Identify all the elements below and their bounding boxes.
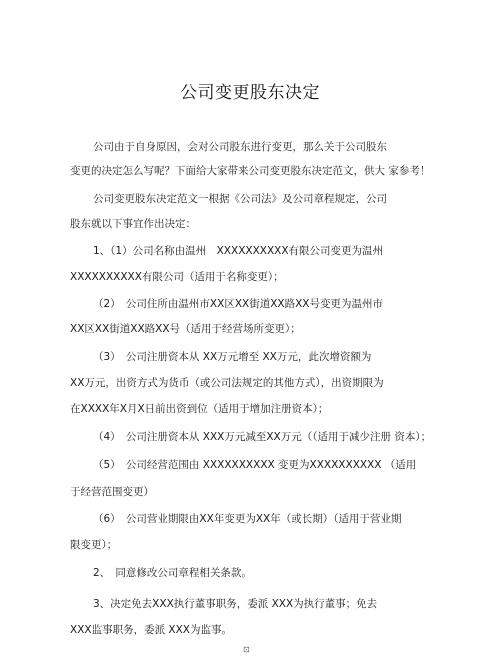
paragraph-line: （6） 公司营业期限由XX年变更为XX年（或长期）（适用于营业期: [93, 513, 402, 525]
paragraph-line: 1、（1）公司名称由温州 XXXXXXXXXX有限公司变更为温州: [93, 245, 384, 257]
paragraph-line: 2、 同意修改公司章程相关条款。: [93, 567, 252, 579]
paragraph-line: （4） 公司注册资本从 XXX万元减至XX万元（（适用于减少注册 资本）；: [93, 431, 432, 443]
paragraph-line: 在XXXX年X月X日前出资到位（适用于增加注册资本）；: [70, 403, 329, 415]
paragraph-line: 3、决定免去XXX执行董事职务，委派 XXX为执行董事；免去: [93, 598, 378, 610]
paragraph-line: 股东就以下事宜作出决定：: [70, 218, 196, 230]
paragraph-line: （3） 公司注册资本从 XX万元增至 XX万元，此次增资额为: [93, 351, 372, 363]
paragraph-line: XX区XX街道XX路XX号（适用于经营场所变更）；: [70, 323, 301, 335]
paragraph-line: 限变更）；: [70, 539, 118, 551]
paragraph-line: 变更的决定怎么写呢？下面给大家带来公司变更股东决定范文，供大 家参考！: [70, 165, 431, 177]
paragraph-line: 公司由于自身原因，会对公司股东进行变更，那么关于公司股东: [93, 141, 387, 153]
paragraph-line: 公司变更股东决定范文一根据《公司法》及公司章程规定，公司: [93, 193, 387, 205]
paragraph-line: XX万元，出资方式为货币（或公司法规定的其他方式），出资期限为: [70, 377, 384, 389]
document-title: 公司变更股东决定: [180, 83, 320, 103]
paragraph-line: （2） 公司住所由温州市XX区XX街道XX路XX号变更为温州市: [93, 298, 383, 310]
paragraph-line: （5） 公司经营范围由 XXXXXXXXXX 变更为XXXXXXXXXX （适用: [93, 459, 417, 471]
paragraph-line: 于经营范围变更）: [70, 486, 154, 498]
paragraph-line: XXX监事职务，委派 XXX为监事。: [70, 624, 232, 636]
paragraph-line: XXXXXXXXXX有限公司（适用于名称变更）；: [70, 271, 284, 283]
page-mark-icon: ⊡: [243, 645, 250, 654]
